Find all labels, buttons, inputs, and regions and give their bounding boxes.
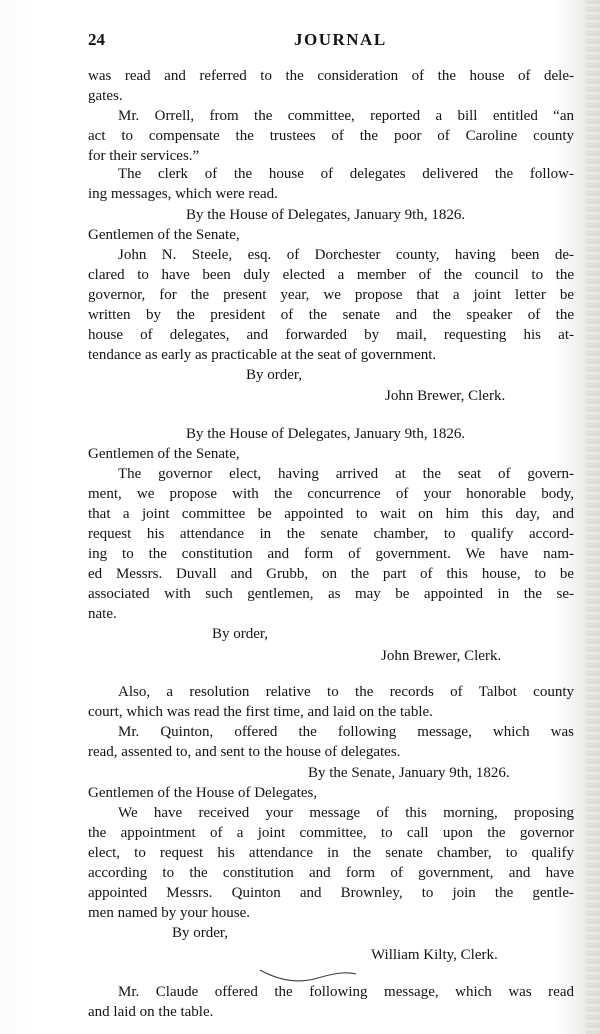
- text-line: house of delegates, and forwarded by mail, requesting his at-: [88, 327, 574, 343]
- text-line: that a joint committee be appointed to wait on him this day, and: [88, 506, 574, 522]
- clerk-signature: John Brewer, Clerk.: [381, 648, 502, 664]
- text-line: written by the president of the senate and the speaker of the: [88, 307, 574, 323]
- text-line: Mr. Orrell, from the committee, reported a bill entitled “an: [118, 108, 574, 124]
- page-edge-shadow: [586, 0, 600, 1034]
- by-order: By order,: [172, 925, 229, 941]
- message-salutation: Gentlemen of the Senate,: [88, 227, 240, 243]
- message-salutation: Gentlemen of the House of Delegates,: [88, 785, 318, 801]
- text-line: We have received your message of this morning, proposing: [118, 805, 574, 821]
- message-dateline: By the House of Delegates, January 9th, 1826.: [186, 207, 466, 223]
- text-line: the appointment of a joint committee, to call upon the governor: [88, 825, 574, 841]
- text-line: Also, a resolution relative to the records of Talbot county: [118, 684, 574, 700]
- text-line: appointed Messrs. Quinton and Brownley, to join the gentle-: [88, 885, 574, 901]
- text-line: The clerk of the house of delegates delivered the follow-: [118, 166, 574, 182]
- text-line: ment, we propose with the concurrence of your honorable body,: [88, 486, 574, 502]
- text-line: nate.: [88, 606, 117, 622]
- clerk-signature: William Kilty, Clerk.: [371, 947, 498, 963]
- text-line: ing to the constitution and form of government. We have nam-: [88, 546, 574, 562]
- text-line: men named by your house.: [88, 905, 251, 921]
- text-line: ed Messrs. Duvall and Grubb, on the part of this house, to be: [88, 566, 574, 582]
- by-order: By order,: [212, 626, 269, 642]
- text-line: Mr. Claude offered the following message, which was read: [118, 984, 574, 1000]
- text-line: read, assented to, and sent to the house of delegates.: [88, 744, 401, 760]
- text-line: request his attendance in the senate chamber, to qualify accord-: [88, 526, 574, 542]
- text-line: elect, to request his attendance in the senate chamber, to qualify: [88, 845, 574, 861]
- text-line: and laid on the table.: [88, 1004, 214, 1020]
- page-header: [88, 30, 584, 54]
- message-salutation: Gentlemen of the Senate,: [88, 446, 240, 462]
- text-line: clared to have been duly elected a member of the council to the: [88, 267, 574, 283]
- message-dateline: By the Senate, January 9th, 1826.: [308, 765, 510, 781]
- by-order: By order,: [246, 367, 303, 383]
- text-line: ing messages, which were read.: [88, 186, 278, 202]
- text-line: court, which was read the first time, and laid on the table.: [88, 704, 433, 720]
- pen-flourish-mark: [258, 964, 358, 986]
- text-line: gates.: [88, 88, 123, 104]
- text-line: was read and referred to the consideration of the house of dele-: [88, 68, 574, 84]
- page-number: 24: [88, 30, 105, 49]
- text-line: Mr. Quinton, offered the following message, which was: [118, 724, 574, 740]
- text-line: for their services.”: [88, 148, 200, 164]
- text-line: The governor elect, having arrived at the seat of govern-: [118, 466, 574, 482]
- text-line: according to the constitution and form of government, and have: [88, 865, 574, 881]
- text-line: governor, for the present year, we propose that a joint letter be: [88, 287, 574, 303]
- message-dateline: By the House of Delegates, January 9th, 1826.: [186, 426, 466, 442]
- text-line: act to compensate the trustees of the poor of Caroline county: [88, 128, 574, 144]
- text-line: John N. Steele, esq. of Dorchester county, having been de-: [118, 247, 574, 263]
- text-line: associated with such gentlemen, as may be appointed in the se-: [88, 586, 574, 602]
- clerk-signature: John Brewer, Clerk.: [385, 388, 506, 404]
- running-title: JOURNAL: [294, 30, 387, 49]
- text-line: tendance as early as practicable at the seat of government.: [88, 347, 437, 363]
